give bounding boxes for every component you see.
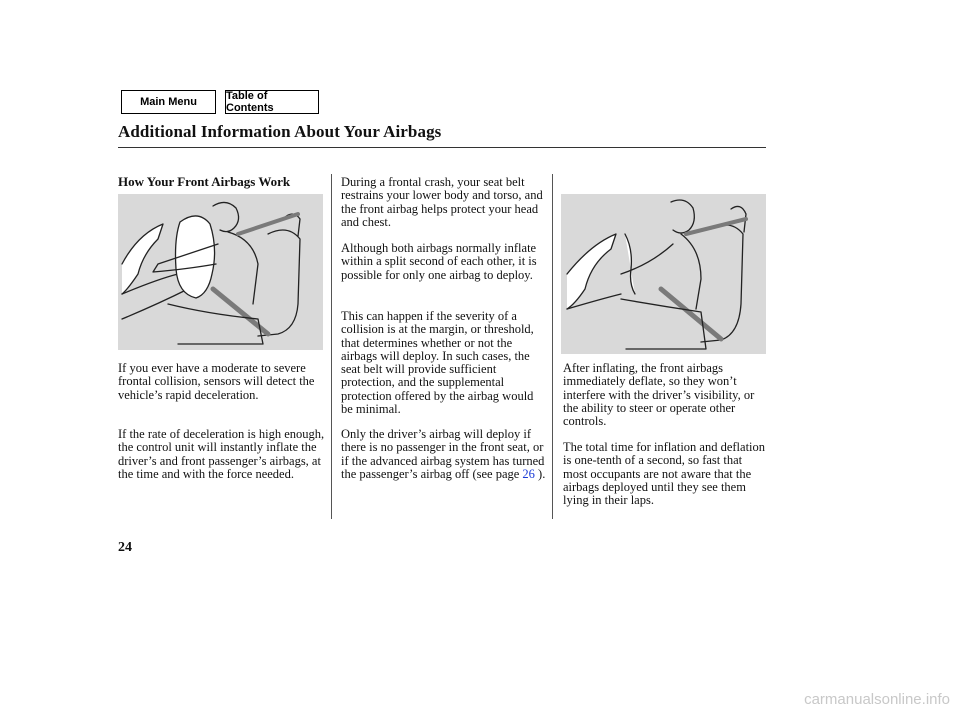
column-divider	[331, 174, 332, 519]
paragraph: If the rate of deceleration is high enough, the control unit will instantly inflate the driver’s and front passenger’s airbags, at the time and with the force needed.	[118, 427, 325, 481]
watermark: carmanualsonline.info	[804, 691, 950, 708]
page-title: Additional Information About Your Airbags	[118, 122, 442, 141]
airbag-deflated-illustration	[561, 194, 766, 354]
page-reference-link[interactable]: 26	[522, 466, 535, 481]
paragraph: During a frontal crash, your seat belt restrains your lower body and torso, and the front airbag helps protect your head and chest.	[341, 175, 543, 229]
table-of-contents-button[interactable]: Table of Contents	[225, 90, 319, 114]
airbag-inflated-illustration	[118, 194, 323, 350]
paragraph: This can happen if the severity of a collision is at the margin, or threshold, that determines whether or not the airbags will deploy. In such cases, the seat belt will provide sufficient protection, and the supplemental protection offered by the airbag would be minimal.	[341, 309, 534, 417]
paragraph: If you ever have a moderate to severe frontal collision, sensors will detect the vehicle’s rapid deceleration.	[118, 361, 315, 402]
paragraph: Although both airbags normally inflate within a split second of each other, it is possible for only one airbag to deploy.	[341, 241, 537, 282]
section-heading: How Your Front Airbags Work	[118, 174, 291, 189]
main-menu-button[interactable]: Main Menu	[121, 90, 216, 114]
page-number: 24	[118, 540, 132, 555]
paragraph	[341, 428, 546, 481]
title-divider	[118, 147, 766, 148]
paragraph-text: Only the driver’s airbag will deploy if there is no passenger in the front seat, or if the advanced airbag system has turned the passenger’s airbag off (see page	[341, 427, 545, 481]
column-divider	[552, 174, 553, 519]
paragraph: After inflating, the front airbags immediately deflate, so they won’t interfere with the driver’s visibility, or the ability to steer or operate other controls.	[563, 361, 755, 429]
paragraph-text: ).	[534, 466, 546, 481]
paragraph: The total time for inflation and deflation is one-tenth of a second, so fast that most occupants are not aware that the airbags deployed until they see them lying in their laps.	[563, 440, 766, 508]
